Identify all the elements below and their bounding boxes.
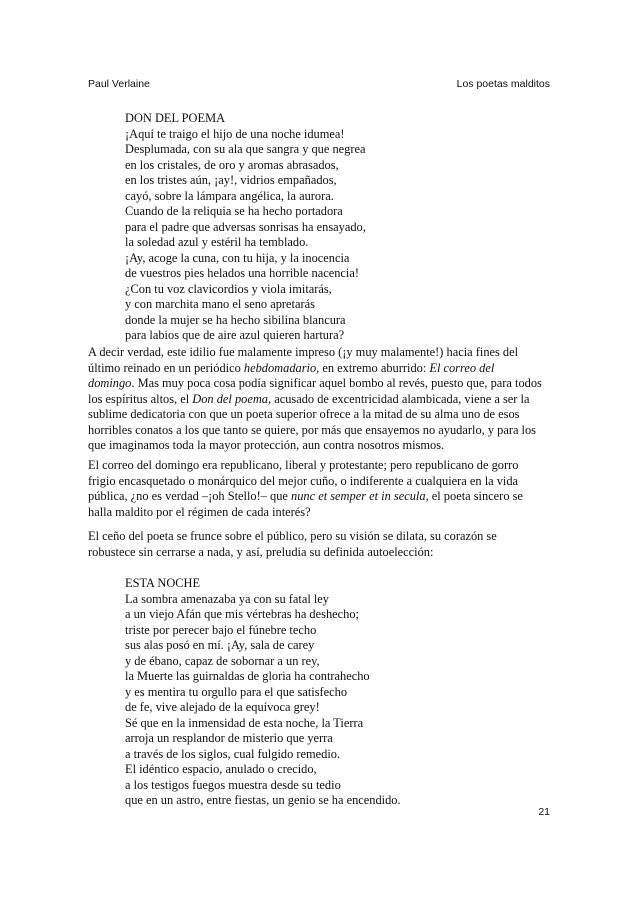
poem-line: sus alas posó en mí. ¡Ay, sala de carey [125,638,315,652]
poem-line: El idéntico espacio, anulado o crecido, [125,762,317,776]
paragraph-line [88,545,550,561]
poem-line: a los testigos fuegos muestra desde su tedio [125,777,341,792]
poem-line: a través de los siglos, cual fulgido remedio. [125,746,341,761]
paragraph-line [88,505,550,521]
italic-text: hebdomadario [243,360,317,375]
text-run: frigio encasquetado o monárquico del mejor cuño, o indiferente a cualquiera en la vida [88,473,519,488]
italic-text: nunc et semper et in secula [291,489,426,503]
paragraph-line [88,423,550,439]
paragraph-line [88,407,550,423]
text-run: , en extremo aburrido: [316,360,430,375]
poem-line: para labios que de aire azul quieren hartura? [125,328,345,342]
poem-line: en los tristes aún, ¡ay!, vidrios empañados, [125,173,337,187]
header-author: Paul Verlaine [88,78,150,90]
paragraph-line [88,392,550,408]
italic-text: Don del poema [192,391,268,406]
poem-line: La sombra amenazaba ya con su fatal ley [125,591,330,606]
text-run: sublime dedicatoria con que un poeta superior ofrece a la mitad de su alma uno de esos [88,407,520,421]
text-run: , el poeta sincero se [425,489,523,503]
poem-line: y con marchita mano el seno apretarás [125,297,315,311]
paragraph-line [88,376,550,392]
text-run: A decir verdad, este idilio fue malamente impreso (¡y muy malamente!) hacia fines del [88,345,519,359]
poem-line: ¿Con tu voz clavicordios y viola imitarás, [125,281,332,296]
poem-title: ESTA NOCHE [125,576,201,590]
text-run: . Mas muy poca cosa podía significar aquel bombo al revés, puesto que, para todos [131,376,542,390]
paragraph-idilio [88,345,550,454]
poem-line: para el padre que adversas sonrisas ha ensayado, [125,219,366,234]
poem-line: arroja un resplandor de misterio que yerra [125,731,333,745]
poem-line: a un viejo Afán que mis vértebras ha deshecho; [125,607,359,621]
paragraph-line [88,438,550,454]
poem-line: que en un astro, entre fiestas, un genio se ha encendido. [125,793,401,807]
paragraph-line [88,489,550,505]
poem-line: la Muerte las guirnaldas de gloria ha contrahecho [125,669,370,683]
text-run: El correo del domingo era republicano, liberal y protestante; pero republicano de gorro [88,458,519,472]
poem-line: en los cristales, de oro y aromas abrasados, [125,157,339,172]
poem-line: Sé que en la inmensidad de esta noche, la Tierra [125,715,364,730]
poem-title: DON DEL POEMA [125,111,226,125]
poem-line: ¡Ay, acoge la cuna, con tu hija, y la inocencia [125,250,350,265]
paragraph-line [88,529,550,545]
text-run: halla maldito por el régimen de cada interés? [88,504,311,519]
poem-line: Desplumada, con su ala que sangra y que negrea [125,142,366,156]
poem-esta-noche [125,576,598,809]
poem-line: donde la mujer se ha hecho sibilina blancura [125,312,346,327]
poem-line: de fe, vive alejado de la equívoca grey! [125,700,320,714]
paragraph-correo-del-domingo [88,458,550,520]
poem-line: ¡Aquí te traigo el hijo de una noche idumea! [125,126,345,141]
paragraph-ceno-del-poeta [88,529,550,560]
text-run: los espíritus altos, el [88,391,193,406]
text-run: que imaginamos toda la mayor protección, aun contra nosotros mismos. [88,438,445,452]
text-run: pública, ¿no es verdad –¡oh Stello!– que [88,489,292,503]
poem-line: la soledad azul y estéril ha temblado. [125,235,309,249]
italic-text: domingo [88,376,132,390]
italic-text: El correo del [429,360,495,375]
paragraph-line [88,458,550,474]
paragraph-line [88,345,550,361]
text-run: , acusado de excentricidad alambicada, viene a ser la [268,391,530,406]
poem-line: Cuando de la reliquia se ha hecho portadora [125,204,343,218]
poem-line: triste por perecer bajo el fúnebre techo [125,622,317,637]
poem-line: cayó, sobre la lámpara angélica, la aurora. [125,188,334,203]
page-header [88,77,550,91]
text-run: robustece sin cerrarse a nada, y así, preludia su definida autoelección: [88,544,434,559]
page-number: 21 [538,806,550,818]
paragraph-line [88,361,550,377]
text-run: El ceño del poeta se frunce sobre el público, pero su visión se dilata, su corazón se [88,529,497,543]
poem-line: de vuestros pies helados una horrible nacencia! [125,266,359,280]
text-run: horribles conatos a los que tanto se quiere, por más que ensayemos no ayudarlo, y para los [88,422,537,437]
header-book-title: Los poetas malditos [456,78,550,90]
paragraph-line [88,474,550,490]
text-run: último reinado en un periódico [88,360,244,375]
poem-line: y de ébano, capaz de sobornar a un rey, [125,653,320,668]
poem-line: y es mentira tu orgullo para el que satisfecho [125,684,348,699]
poem-don-del-poema [125,111,598,344]
